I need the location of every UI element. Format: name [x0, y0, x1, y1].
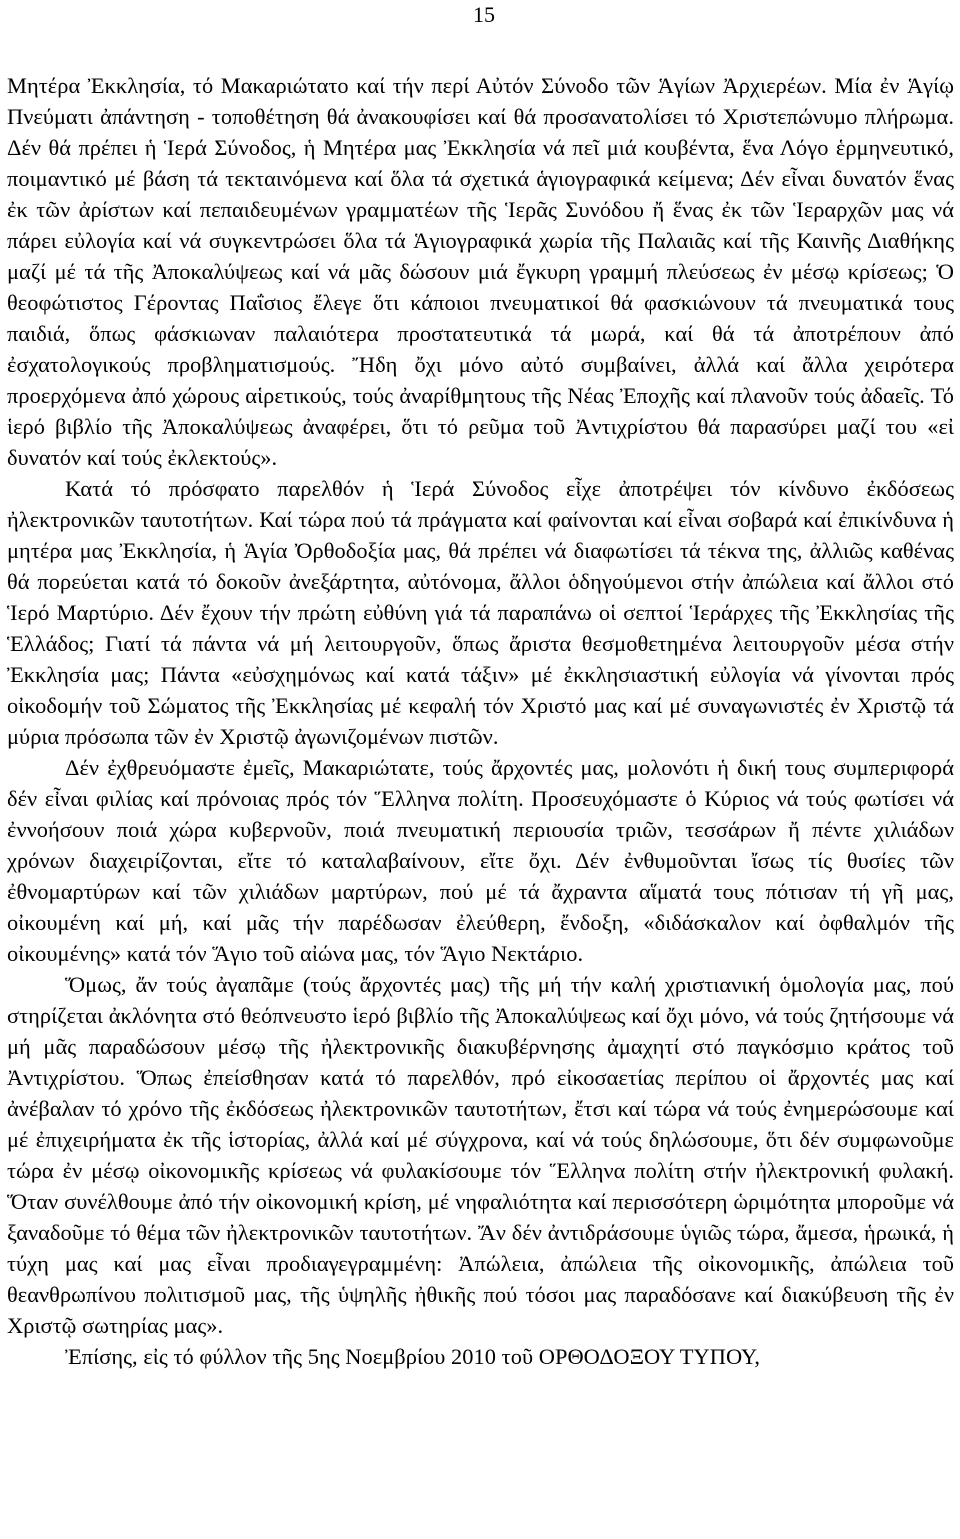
paragraph-4: Ὅμως, ἄν τούς ἀγαπᾶμε (τούς ἄρχοντές μας) τῆς μή τήν καλή χριστιανική ὁμολογία μας, πού στηρίζεται ἀκλόνητα στό θεόπνευστο ἱερό βιβλίο τῆς Ἀποκαλύψεως καί ὄχι μόνο, νά τούς ζητήσουμε νά μή μᾶς παραδώσουν μέσῳ τῆς ἠλεκτρονικῆς διακυβέρνησης ἀμαχητί στό παγκόσμιο κράτος τοῦ Ἀντιχρίστου. Ὅπως ἐπείσθησαν κατά τό παρελθόν, πρό εἰκοσαετίας περίπου οἱ ἄρχοντές μας καί ἀνέβαλαν τό χρόνο τῆς ἐκδόσεως ἠλεκτρονικῶν ταυτοτήτων, ἔτσι καί τώρα νά τούς ἐνημερώσουμε καί μέ ἐπιχειρήματα ἐκ τῆς ἱστορίας, ἀλλά καί μέ σύγχρονα, καί νά τούς δηλώσουμε, ὅτι δέν συμφωνοῦμε τώρα ἐν μέσῳ οἰκονομικῆς κρίσεως νά φυλακίσουμε τόν Ἕλληνα πολίτη στήν ἠλεκτρονική φυλακή. Ὅταν συνέλθουμε ἀπό τήν οἰκονομική κρίση, μέ νηφαλιότητα καί περισσότερη ὡριμότητα μποροῦμε νά ξαναδοῦμε τό θέμα τῶν ἠλεκτρονικῶν ταυτοτήτων. Ἄν δέν ἀντιδράσουμε ὑγιῶς τώρα, ἄμεσα, ἡρωικά, ἡ τύχη μας καί μας εἶναι προδιαγεγραμμένη: Ἀπώλεια, ἀπώλεια τῆς οἰκονομικῆς, ἀπώλεια τοῦ θεανθρωπίνου πολιτισμοῦ μας, τῆς ὑψηλῆς ἠθικῆς πού τόσοι μας παραδόσανε καί διακύβευση τῆς ἐν Χριστῷ σωτηρίας μας». [7, 972, 954, 1338]
paragraph-2: Κατά τό πρόσφατο παρελθόν ἡ Ἱερά Σύνοδος εἶχε ἀποτρέψει τόν κίνδυνο ἐκδόσεως ἠλεκτρονικῶν ταυτοτήτων. Καί τώρα πού τά πράγματα καί φαίνονται καί εἶναι σοβαρά καί ἐπικίνδυνα ἡ μητέρα μας Ἐκκλησία, ἡ Ἁγία Ὀρθοδοξία μας, θά πρέπει νά διαφωτίσει τά τέκνα της, ἀλλιῶς καθένας θά πορεύεται κατά τό δοκοῦν ἀνεξάρτητα, αὐτόνομα, ἄλλοι ὁδηγούμενοι στήν ἀπώλεια καί ἄλλοι στό Ἱερό Μαρτύριο. Δέν ἔχουν τήν πρώτη εὐθύνη γιά τά παραπάνω οἱ σεπτοί Ἱεράρχες τῆς Ἐκκλησίας τῆς Ἑλλάδος; Γιατί τά πάντα νά μή λειτουργοῦν, ὅπως ἄριστα θεσμοθετημένα λειτουργοῦν μέσα στήν Ἐκκλησία μας; Πάντα «εὐσχημόνως καί κατά τάξιν» μέ ἐκκλησιαστική εὐλογία νά γίνονται πρός οἰκοδομήν τοῦ Σώματος τῆς Ἐκκλησίας μέ κεφαλή τόν Χριστό μας καί μέ συναγωνιστές ἐν Χριστῷ τά μύρια πρόσωπα τῶν ἐν Χριστῷ ἀγωνιζομένων πιστῶν. [7, 476, 954, 749]
document-body [7, 70, 954, 1372]
paragraph-1: Μητέρα Ἐκκλησία, τό Μακαριώτατο καί τήν περί Αὐτόν Σύνοδο τῶν Ἁγίων Ἀρχιερέων. Μία ἐν Ἁγίῳ Πνεύματι ἀπάντηση - τοποθέτηση θά ἀνακουφίσει καί θά προσανατολίσει τό Χριστεπώνυμο πλήρωμα. Δέν θά πρέπει ἡ Ἱερά Σύνοδος, ἡ Μητέρα μας Ἐκκλησία νά πεῖ μιά κουβέντα, ἕνα Λόγο ἑρμηνευτικό, ποιμαντικό μέ βάση τά τεκταινόμενα καί ὅλα τά σχετικά ἁγιογραφικά κείμενα; Δέν εἶναι δυνατόν ἕνας ἐκ τῶν ἀρίστων καί πεπαιδευμένων γραμματέων τῆς Ἱερᾶς Συνόδου ἤ ἕνας ἐκ τῶν Ἱεραρχῶν μας νά πάρει εὐλογία καί νά συγκεντρώσει ὅλα τά Ἁγιογραφικά χωρία τῆς Παλαιᾶς καί τῆς Καινῆς Διαθήκης μαζί μέ τά τῆς Ἀποκαλύψεως καί νά μᾶς δώσουν μιά ἔγκυρη γραμμή πλεύσεως ἐν μέσῳ κρίσεως; Ὁ θεοφώτιστος Γέροντας Παΐσιος ἔλεγε ὅτι κάποιοι πνευματικοί θά φασκιώνουν τά πνευματικά τους παιδιά, ὅπως φάσκιωναν παλαιότερα προστατευτικά τά μωρά, καί θά τά ἀποτρέπουν ἀπό ἐσχατολογικούς προβληματισμούς. Ἤδη ὄχι μόνο αὐτό συμβαίνει, ἀλλά καί ἄλλα χειρότερα προερχόμενα ἀπό χώρους αἱρετικούς, τούς ἀναρίθμητους τῆς Νέας Ἐποχῆς καί πλανοῦν τούς ἀδαεῖς. Τό ἱερό βιβλίο τῆς Ἀποκαλύψεως ἀναφέρει, ὅτι τό ρεῦμα τοῦ Ἀντιχρίστου θά παρασύρει μαζί του «εἰ δυνατόν καί τούς ἐκλεκτούς». [7, 73, 954, 470]
page-number: 15 [473, 2, 495, 27]
paragraph-3: Δέν ἐχθρευόμαστε ἐμεῖς, Μακαριώτατε, τούς ἄρχοντές μας, μολονότι ἡ δική τους συμπεριφορά δέν εἶναι φιλίας καί πρόνοιας πρός τόν Ἕλληνα πολίτη. Προσευχόμαστε ὁ Κύριος νά τούς φωτίσει νά ἐννοήσουν ποιά χώρα κυβερνοῦν, ποιά πνευματική περιουσία τριῶν, τεσσάρων ἤ πέντε χιλιάδων χρόνων διαχειρίζονται, εἴτε τό καταλαβαίνουν, εἴτε ὄχι. Δέν ἐνθυμοῦνται ἴσως τίς θυσίες τῶν ἐθνομαρτύρων καί τῶν χιλιάδων μαρτύρων, πού μέ τά ἄχραντα αἵματά τους πότισαν τή γῆ μας, οἰκουμένη καί μή, καί μᾶς τήν παρέδωσαν ἐλεύθερη, ἔνδοξη, «διδάσκαλον καί ὀφθαλμόν τῆς οἰκουμένης» κατά τόν Ἅγιο τοῦ αἰώνα μας, τόν Ἅγιο Νεκτάριο. [7, 755, 954, 966]
paragraph-5: Ἐπίσης, εἰς τό φύλλον τῆς 5ης Νοεμβρίου 2010 τοῦ ΟΡΘΟΔΟΞΟΥ ΤΥΠΟΥ, [65, 1344, 761, 1369]
